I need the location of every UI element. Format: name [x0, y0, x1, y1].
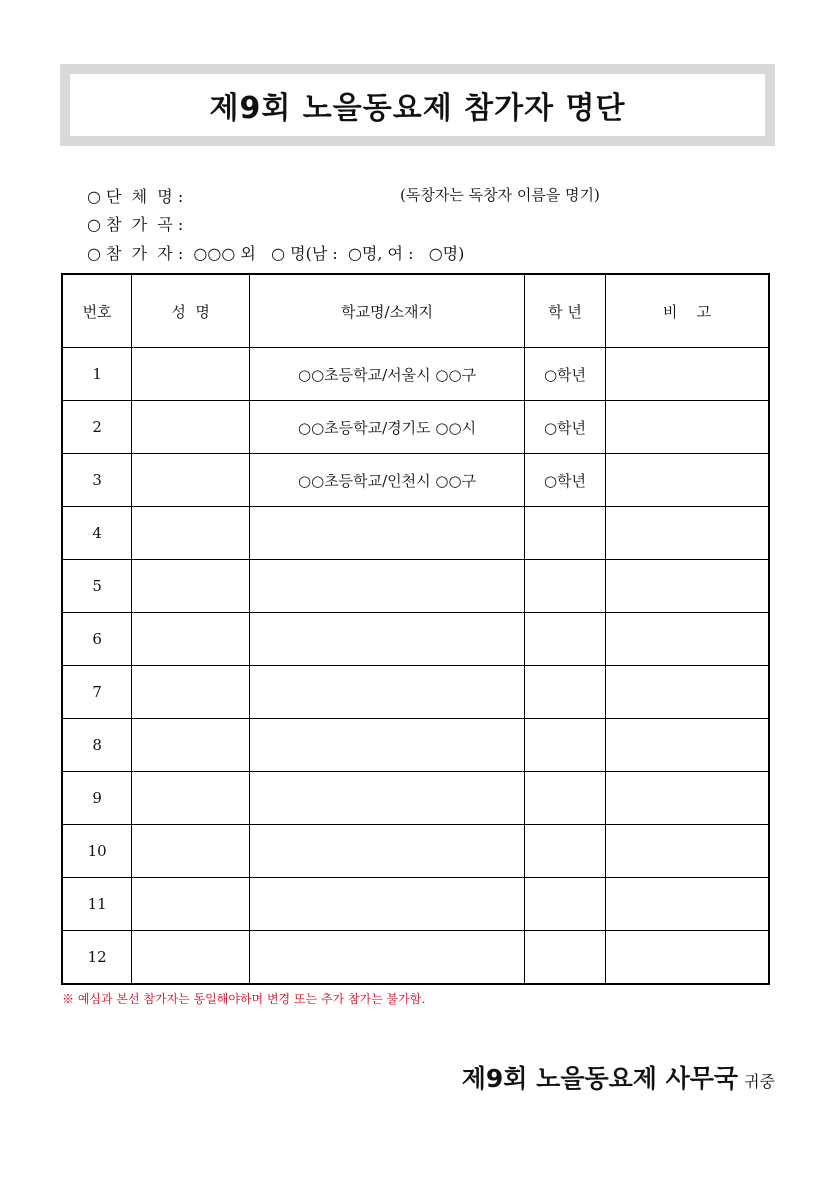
table-row — [62, 348, 769, 401]
header-school: 학교명/소재지 — [250, 274, 525, 348]
cell-number: 12 — [62, 931, 132, 985]
cell-school — [250, 825, 525, 878]
cell-grade — [525, 560, 606, 613]
cell-name — [132, 878, 250, 931]
cell-school — [250, 560, 525, 613]
cell-grade — [525, 719, 606, 772]
cell-name — [132, 507, 250, 560]
table-row — [62, 666, 769, 719]
cell-name — [132, 772, 250, 825]
table-row — [62, 560, 769, 613]
group-name-line: ○ 단 체 명 : — [87, 187, 184, 206]
table-row — [62, 507, 769, 560]
cell-remarks — [605, 560, 769, 613]
cell-name — [132, 454, 250, 507]
cell-remarks — [605, 719, 769, 772]
participants-line: ○ 참 가 자 : ○○○ 외 ○ 명(남 : ○명, 여 : ○명) — [87, 244, 465, 263]
table-row — [62, 825, 769, 878]
cell-school — [250, 666, 525, 719]
cell-name — [132, 613, 250, 666]
footer-suffix: 귀중 — [744, 1072, 775, 1091]
cell-grade: ○학년 — [525, 348, 606, 401]
cell-school — [250, 613, 525, 666]
cell-school — [250, 719, 525, 772]
cell-number: 1 — [62, 348, 132, 401]
cell-name — [132, 560, 250, 613]
cell-remarks — [605, 454, 769, 507]
cell-remarks — [605, 507, 769, 560]
cell-number: 10 — [62, 825, 132, 878]
page-title: 제9회 노을동요제 참가자 명단 — [209, 91, 626, 126]
title-frame — [60, 64, 775, 146]
cell-number: 6 — [62, 613, 132, 666]
cell-remarks — [605, 931, 769, 985]
cell-number: 4 — [62, 507, 132, 560]
table-row — [62, 878, 769, 931]
cell-number: 11 — [62, 878, 132, 931]
participant-table — [61, 273, 770, 985]
table-row — [62, 401, 769, 454]
cell-school — [250, 507, 525, 560]
cell-number: 7 — [62, 666, 132, 719]
table-row — [62, 931, 769, 985]
footer-sender: 제9회 노을동요제 사무국 — [461, 1064, 739, 1093]
cell-grade — [525, 507, 606, 560]
cell-grade — [525, 772, 606, 825]
header-remarks: 비 고 — [605, 274, 769, 348]
cell-school — [250, 931, 525, 985]
cell-school: ○○초등학교/경기도 ○○시 — [250, 401, 525, 454]
cell-remarks — [605, 666, 769, 719]
cell-number: 3 — [62, 454, 132, 507]
notice-text: ※ 예심과 본선 참가자는 동일해야하며 변경 또는 추가 참가는 불가함. — [62, 992, 426, 1006]
cell-number: 2 — [62, 401, 132, 454]
cell-school: ○○초등학교/인천시 ○○구 — [250, 454, 525, 507]
cell-name — [132, 825, 250, 878]
cell-remarks — [605, 401, 769, 454]
cell-grade — [525, 666, 606, 719]
cell-number: 8 — [62, 719, 132, 772]
cell-school — [250, 878, 525, 931]
cell-grade — [525, 931, 606, 985]
cell-grade — [525, 825, 606, 878]
cell-remarks — [605, 825, 769, 878]
footer-signature — [452, 1040, 775, 1095]
header-name: 성 명 — [132, 274, 250, 348]
table-row — [62, 772, 769, 825]
cell-number: 9 — [62, 772, 132, 825]
cell-remarks — [605, 613, 769, 666]
cell-name — [132, 348, 250, 401]
cell-grade — [525, 613, 606, 666]
cell-grade — [525, 878, 606, 931]
cell-grade: ○학년 — [525, 401, 606, 454]
table-row — [62, 613, 769, 666]
cell-school: ○○초등학교/서울시 ○○구 — [250, 348, 525, 401]
table-row — [62, 719, 769, 772]
header-number: 번호 — [62, 274, 132, 348]
cell-school — [250, 772, 525, 825]
cell-name — [132, 666, 250, 719]
cell-name — [132, 401, 250, 454]
cell-number: 5 — [62, 560, 132, 613]
table-header-row — [62, 274, 769, 348]
song-line: ○ 참 가 곡 : — [87, 215, 184, 234]
title-inner — [70, 74, 765, 136]
cell-remarks — [605, 772, 769, 825]
cell-name — [132, 931, 250, 985]
group-name-note: (독창자는 독창자 이름을 명기) — [400, 186, 600, 204]
table-row — [62, 454, 769, 507]
cell-remarks — [605, 878, 769, 931]
header-grade: 학 년 — [525, 274, 606, 348]
cell-remarks — [605, 348, 769, 401]
cell-grade: ○학년 — [525, 454, 606, 507]
cell-name — [132, 719, 250, 772]
